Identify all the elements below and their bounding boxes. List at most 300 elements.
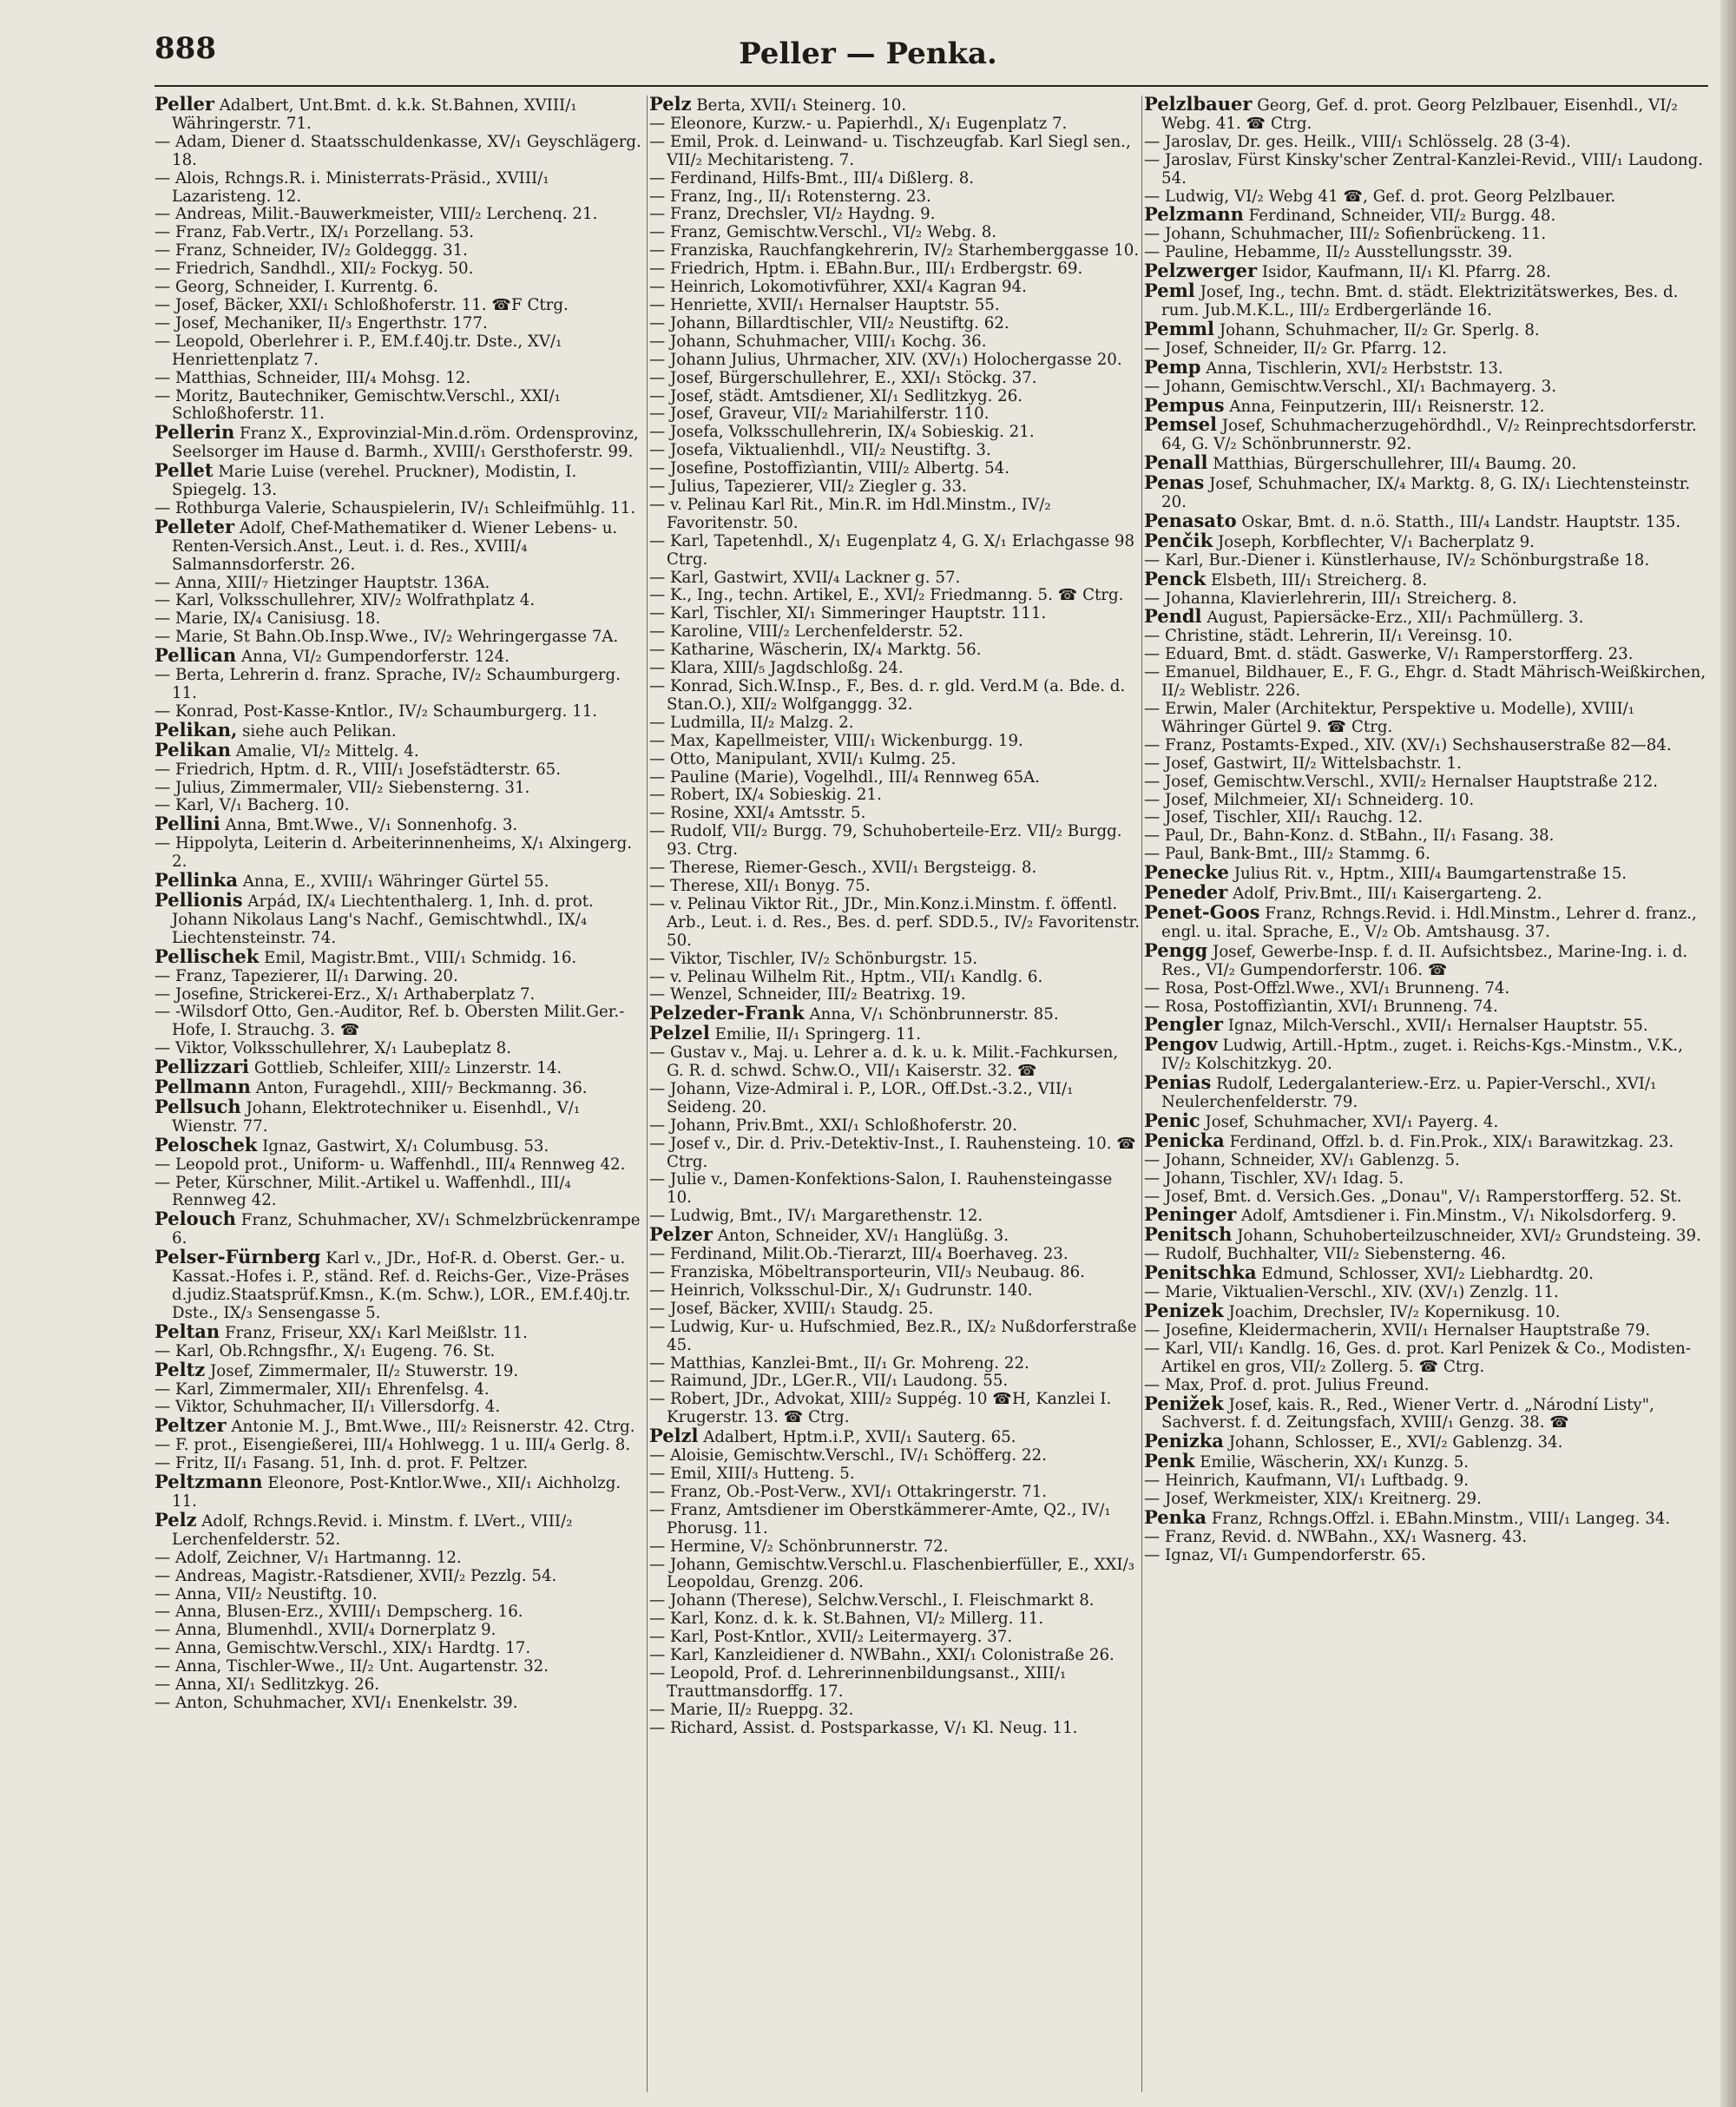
directory-entry bbox=[1144, 567, 1708, 590]
entry-text: — Johann, Schuhmacher, VIII/₁ Kochg. 36. bbox=[649, 332, 987, 351]
entry-text: — Karl, Konz. d. k. k. St.Bahnen, VI/₂ Millerg. 11. bbox=[649, 1610, 1044, 1629]
directory-entry bbox=[1144, 95, 1708, 134]
column-left bbox=[155, 95, 645, 2092]
entry-text: — Ludmilla, II/₂ Malzg. 2. bbox=[649, 713, 854, 732]
directory-entry bbox=[1144, 827, 1708, 846]
entry-text: Anna, E., XVIII/₁ Währinger Gürtel 55. bbox=[242, 872, 549, 892]
entry-surname: Pelzeder-Frank bbox=[649, 1002, 805, 1024]
entry-text: — Andreas, Milit.-Bauwerkmeister, VIII/₂ Lerchenq. 21. bbox=[155, 205, 598, 224]
entry-text: — Leopold, Oberlehrer i. P., EM.f.40j.tr. Dste., XV/₁ Henriettenplatz 7. bbox=[155, 332, 562, 369]
directory-entry bbox=[649, 388, 1140, 406]
entry-text: — Viktor, Volksschullehrer, X/₁ Laubeplatz 8. bbox=[155, 1039, 512, 1058]
entry-surname: Pellican bbox=[155, 644, 237, 667]
entry-text: — Franziska, Rauchfangkehrerin, IV/₂ Starhemberggasse 10. bbox=[649, 241, 1140, 260]
entry-text: Franz, Schuhmacher, XV/₁ Schmelzbrückenrampe 6. bbox=[172, 1211, 641, 1248]
entry-text: Adolf, Amtsdiener i. Fin.Minstm., V/₁ Nikolsdorferg. 9. bbox=[1241, 1207, 1677, 1226]
entry-text: Adolf, Chef-Mathematiker d. Wiener Lebens- u. Renten-Versich.Anst., Leut. i. d. Res., XVIII/₄ Salmannsdorferstr. 26. bbox=[172, 518, 618, 574]
directory-entry bbox=[649, 1647, 1140, 1665]
entry-text: — Josef, Werkmeister, XIX/₁ Kreitnerg. 29. bbox=[1144, 1490, 1482, 1509]
directory-entry bbox=[649, 497, 1140, 533]
directory-entry bbox=[649, 1629, 1140, 1647]
entry-text: Ludwig, Artill.-Hptm., zuget. i. Reichs-Kgs.-Minstm., V.K., IV/₂ Kolschitzkyg. 20. bbox=[1161, 1037, 1683, 1074]
directory-entry bbox=[1144, 1261, 1708, 1284]
directory-entry bbox=[649, 1300, 1140, 1319]
directory-entry bbox=[155, 644, 645, 667]
directory-entry bbox=[649, 1171, 1140, 1208]
directory-entry bbox=[155, 835, 645, 872]
directory-entry bbox=[649, 188, 1140, 207]
directory-entry bbox=[649, 260, 1140, 279]
entry-text: — Leopold, Prof. d. Lehrerinnenbildungsanst., XIII/₁ Trauttmansdorffg. 17. bbox=[649, 1663, 1067, 1701]
entry-text: — Josefine, Postoffizìantin, VIII/₂ Albertg. 54. bbox=[649, 459, 1009, 478]
entry-surname: Pelzel bbox=[649, 1022, 710, 1044]
entry-text: — Johanna, Klavierlehrerin, III/₁ Streicherg. 8. bbox=[1144, 589, 1517, 608]
entry-text: — Josef v., Dir. d. Priv.-Detektiv-Inst., I. Rauhensteing. 10. ☎ Ctrg. bbox=[649, 1134, 1136, 1171]
entry-text: Josef, Gewerbe-Insp. f. d. II. Aufsichtsbez., Marine-Ing. i. d. Res., VI/₂ Gumpendorferstr. 106. ☎ bbox=[1161, 942, 1688, 979]
entry-surname: Pelikan bbox=[155, 738, 231, 760]
entry-surname: Pengg bbox=[1144, 938, 1208, 961]
entry-text: — Pauline, Hebamme, II/₂ Ausstellungsstr. 39. bbox=[1144, 243, 1513, 262]
column-divider bbox=[647, 95, 648, 2092]
directory-entry bbox=[155, 1095, 645, 1136]
directory-entry bbox=[1144, 1547, 1708, 1565]
entry-text: — Rosa, Postoffizìantin, XVI/₁ Brunneng. 74. bbox=[1144, 997, 1498, 1016]
directory-entry bbox=[1144, 605, 1708, 628]
column-middle bbox=[649, 95, 1140, 2092]
entry-text: — Marie, IX/₄ Canisiusg. 18. bbox=[155, 609, 381, 629]
entry-text: — Marie, St Bahn.Ob.Insp.Wwe., IV/₂ Wehringergasse 7A. bbox=[155, 628, 619, 647]
directory-entry bbox=[649, 170, 1140, 188]
entry-text: — Karl, Post-Kntlor., XVII/₂ Leitermayerg. 37. bbox=[649, 1628, 1013, 1647]
entry-text: Anna, Feinputzerin, III/₁ Reisnerstr. 12. bbox=[1229, 397, 1545, 416]
directory-entry bbox=[155, 1343, 645, 1361]
entry-text: — Friedrich, Hptm. d. R., VIII/₁ Josefstädterstr. 65. bbox=[155, 760, 562, 779]
directory-entry bbox=[649, 733, 1140, 751]
entry-text: — Wenzel, Schneider, III/₂ Beatrixg. 19. bbox=[649, 985, 966, 1004]
directory-entry bbox=[649, 352, 1140, 370]
entry-surname: Peninger bbox=[1144, 1203, 1237, 1226]
entry-text: — K., Ing., techn. Artikel, E., XVI/₂ Friedmanng. 5. ☎ Ctrg. bbox=[649, 586, 1124, 605]
directory-entry bbox=[155, 1156, 645, 1175]
directory-entry bbox=[1144, 340, 1708, 359]
entry-surname: Pellizzari bbox=[155, 1056, 250, 1078]
entry-text: — Karl, VII/₁ Kandlg. 16, Ges. d. prot. Karl Penizek & Co., Modisten-Artikel en gros, VII/₂ Zollerg. 5. ☎ Ctrg. bbox=[1144, 1339, 1691, 1376]
directory-entry bbox=[155, 1320, 645, 1343]
entry-text: — Heinrich, Kaufmann, VI/₁ Luftbadg. 9. bbox=[1144, 1472, 1470, 1491]
entry-text: — Josef, Bmt. d. Versich.Ges. „Donau", V/₁ Ramperstorfferg. 52. St. bbox=[1144, 1187, 1682, 1206]
entry-surname: Penicka bbox=[1144, 1129, 1225, 1151]
entry-text: — Anna, Gemischtw.Verschl., XIX/₁ Hardtg. 17. bbox=[155, 1639, 531, 1658]
entry-text: — Josef, Gemischtw.Verschl., XVII/₂ Hernalser Hauptstraße 212. bbox=[1144, 772, 1659, 791]
entry-text: — Moritz, Bautechniker, Gemischtw.Verschl., XXI/₁ Schloßhoferstr. 11. bbox=[155, 386, 561, 424]
entry-text: — Franz, Schneider, IV/₂ Goldeggg. 31. bbox=[155, 241, 468, 260]
entry-text: — Josefine, Strickerei-Erz., X/₁ Arthaberplatz 7. bbox=[155, 984, 536, 1004]
directory-entry bbox=[649, 896, 1140, 951]
entry-text: Anna, Tischlerin, XVI/₂ Herbststr. 13. bbox=[1206, 359, 1503, 378]
entry-text: — Franz, Postamts-Exped., XIV. (XV/₁) Sechshauserstraße 82—84. bbox=[1144, 735, 1672, 754]
entry-text: Johann, Schuhoberteilzuschneider, XVI/₂ Grundsteing. 39. bbox=[1237, 1227, 1701, 1246]
directory-entry bbox=[1144, 152, 1708, 188]
directory-entry bbox=[1144, 1505, 1708, 1529]
entry-text: — Adam, Diener d. Staatsschuldenkasse, XV/₁ Geyschlägerg. 18. bbox=[155, 132, 641, 169]
entry-text: — Ludwig, Kur- u. Hufschmied, Bez.R., IX/₂ Nußdorferstraße 45. bbox=[649, 1317, 1137, 1354]
entry-text: Johann, Schuhmacher, II/₂ Gr. Sperlg. 8. bbox=[1219, 320, 1540, 339]
entry-surname: Penecke bbox=[1144, 861, 1229, 884]
directory-entry bbox=[649, 333, 1140, 352]
directory-entry bbox=[155, 780, 645, 798]
entry-text: — Fritz, II/₁ Fasang. 51, Inh. d. prot. F. Peltzer. bbox=[155, 1454, 529, 1473]
directory-entry bbox=[1144, 393, 1708, 417]
directory-entry bbox=[649, 1610, 1140, 1629]
page-edge bbox=[1720, 0, 1736, 2107]
entry-text: — Andreas, Magistr.-Ratsdiener, XVII/₂ Pezzlg. 54. bbox=[155, 1566, 557, 1585]
entry-text: — Viktor, Tischler, IV/₂ Schönburgstr. 15. bbox=[649, 949, 978, 968]
directory-entry bbox=[1144, 861, 1708, 884]
entry-text: — Ferdinand, Milit.Ob.-Tierarzt, III/₄ Boerhaveg. 23. bbox=[649, 1245, 1069, 1264]
entry-text: — Karoline, VIII/₂ Lerchenfelderstr. 52. bbox=[649, 622, 963, 642]
directory-entry bbox=[1144, 1223, 1708, 1246]
directory-entry bbox=[1144, 226, 1708, 244]
entry-text: — Josef, Bäcker, XXI/₁ Schloßhoferstr. 11. ☎F Ctrg. bbox=[155, 295, 569, 314]
directory-entry bbox=[1144, 1491, 1708, 1509]
directory-entry bbox=[1144, 552, 1708, 570]
entry-text: Anna, VI/₂ Gumpendorferstr. 124. bbox=[240, 648, 510, 667]
entry-text: — Viktor, Schuhmacher, II/₁ Villersdorfg. 4. bbox=[155, 1398, 501, 1417]
directory-entry bbox=[1144, 1013, 1708, 1036]
entry-text: — Robert, IX/₄ Sobieskig. 21. bbox=[649, 786, 882, 805]
entry-text: — Franz, Revid. d. NWBahn., XX/₁ Wasnerg. 43. bbox=[1144, 1527, 1528, 1546]
entry-text: Emilie, II/₁ Springerg. 11. bbox=[714, 1025, 922, 1044]
directory-entry bbox=[649, 1246, 1140, 1264]
directory-entry bbox=[649, 969, 1140, 987]
directory-entry bbox=[155, 815, 645, 835]
entry-text: Berta, XVII/₁ Steinerg. 10. bbox=[696, 96, 907, 115]
directory-entry bbox=[155, 134, 645, 170]
entry-text: — Emil, XIII/₃ Hutteng. 5. bbox=[649, 1464, 855, 1483]
entry-text: — Leopold prot., Uniform- u. Waffenhdl., III/₄ Rennweg 42. bbox=[155, 1155, 626, 1174]
entry-surname: Pellini bbox=[155, 813, 220, 835]
entry-text: — Richard, Assist. d. Postsparkasse, V/₁ Kl. Neug. 11. bbox=[649, 1718, 1078, 1737]
entry-text: — Anna, XIII/₇ Hietzinger Hauptstr. 136A. bbox=[155, 573, 490, 592]
entry-text: Josef, kais. R., Red., Wiener Vertr. d. „Národní Listy", Sachverst. f. d. Zeitungsfach, XVIII/₁ Genzg. 38. ☎ bbox=[1161, 1395, 1654, 1432]
entry-text: — Anton, Schuhmacher, XVI/₁ Enenkelstr. 39. bbox=[155, 1693, 518, 1712]
entry-text: — Johann, Priv.Bmt., XXI/₁ Schloßhoferstr. 20. bbox=[649, 1116, 1017, 1135]
directory-entry bbox=[155, 610, 645, 629]
directory-entry bbox=[649, 878, 1140, 896]
directory-entry bbox=[155, 1414, 645, 1437]
directory-entry bbox=[1144, 998, 1708, 1017]
entry-surname: Pelzl bbox=[649, 1425, 699, 1447]
directory-entry bbox=[155, 1508, 645, 1550]
entry-text: — Karl, Bur.-Diener i. Künstlerhause, IV/₂ Schönburgstraße 18. bbox=[1144, 550, 1650, 570]
entry-text: Adalbert, Unt.Bmt. d. k.k. St.Bahnen, XVIII/₁ Währingerstr. 71. bbox=[172, 96, 577, 133]
entry-text: — Rothburga Valerie, Schauspielerin, IV/₁ Schleifmühlg. 11. bbox=[155, 498, 636, 517]
directory-entry bbox=[649, 805, 1140, 823]
entry-text: Adalbert, Hptm.i.P., XVII/₁ Sauterg. 65. bbox=[703, 1428, 1016, 1447]
entry-text: — -Wilsdorf Otto, Gen.-Auditor, Ref. b. Obersten Milit.Ger.-Hofe, I. Strauchg. 3. ☎ bbox=[155, 1003, 625, 1040]
entry-text: — Franz, Gemischtw.Verschl., VI/₂ Webg. 8. bbox=[649, 223, 997, 242]
directory-entry bbox=[1144, 900, 1708, 942]
entry-text: — Johann, Billardtischler, VII/₂ Neustiftg. 62. bbox=[649, 313, 1009, 333]
entry-text: Joseph, Korbflechter, V/₁ Bacherplatz 9. bbox=[1217, 532, 1535, 551]
entry-text: — Eleonore, Kurzw.- u. Papierhdl., X/₁ Eugenplatz 7. bbox=[649, 114, 1068, 133]
entry-text: — v. Pelinau Karl Rit., Min.R. im Hdl.Minstm., IV/₂ Favoritenstr. 50. bbox=[649, 495, 1051, 532]
entry-text: — Karl, Zimmermaler, XII/₁ Ehrenfelsg. 4. bbox=[155, 1379, 490, 1399]
entry-text: Anton, Schneider, XV/₁ Hanglüßg. 3. bbox=[717, 1227, 1009, 1246]
entry-text: Josef, Schuhmacher, XVI/₁ Payerg. 4. bbox=[1205, 1112, 1499, 1131]
entry-surname: Penizek bbox=[1144, 1300, 1224, 1321]
directory-entry bbox=[649, 678, 1140, 714]
entry-surname: Pelz bbox=[155, 1508, 197, 1531]
entry-surname: Penall bbox=[1144, 451, 1208, 474]
entry-text: — Karl, V/₁ Bacherg. 10. bbox=[155, 796, 350, 815]
entry-surname: Pelikan, bbox=[155, 718, 238, 741]
directory-entry bbox=[1144, 1071, 1708, 1112]
directory-entry bbox=[649, 206, 1140, 224]
entry-text: — Johann, Schuhmacher, III/₂ Sofienbrückeng. 11. bbox=[1144, 225, 1547, 244]
directory-entry bbox=[649, 1044, 1140, 1081]
entry-text: — Karl, Kanzleidiener d. NWBahn., XXI/₁ Colonistraße 26. bbox=[649, 1646, 1115, 1665]
directory-entry bbox=[1144, 379, 1708, 397]
entry-surname: Peltzmann bbox=[155, 1471, 263, 1493]
directory-entry bbox=[1144, 755, 1708, 774]
entry-text: — Julie v., Damen-Konfektions-Salon, I. Rauhensteingasse 10. bbox=[649, 1170, 1113, 1208]
entry-text: — Josef, Gastwirt, II/₂ Wittelsbachstr. 1. bbox=[1144, 754, 1462, 773]
entry-text: — Klara, XIII/₅ Jagdschloßg. 24. bbox=[649, 659, 904, 678]
entry-surname: Penias bbox=[1144, 1071, 1212, 1094]
directory-entry bbox=[649, 1223, 1140, 1246]
directory-entry bbox=[1144, 774, 1708, 792]
directory-entry bbox=[155, 1622, 645, 1640]
directory-entry bbox=[155, 1381, 645, 1399]
entry-text: — Karl, Gastwirt, XVII/₄ Lackner g. 57. bbox=[649, 568, 961, 587]
entry-text: Eleonore, Post-Kntlor.Wwe., XII/₁ Aichholzg. 11. bbox=[172, 1474, 621, 1511]
directory-entry bbox=[155, 1248, 645, 1323]
directory-entry bbox=[649, 1447, 1140, 1465]
directory-entry bbox=[649, 370, 1140, 388]
entry-surname: Pelzmann bbox=[1144, 203, 1244, 226]
directory-entry bbox=[1144, 1529, 1708, 1547]
entry-text: — Marie, II/₂ Rueppg. 32. bbox=[649, 1700, 854, 1719]
entry-surname: Peneder bbox=[1144, 881, 1228, 904]
directory-entry bbox=[1144, 1170, 1708, 1188]
entry-text: — Josef, Milchmeier, XI/₁ Schneiderg. 10. bbox=[1144, 790, 1475, 809]
directory-entry bbox=[649, 405, 1140, 424]
page-number: 888 bbox=[155, 31, 216, 66]
entry-text: Josef, Schuhmacherzugehördhdl., V/₂ Reinprechtsdorferstr. 64, G. V/₂ Schönbrunnerstr. 92. bbox=[1161, 417, 1697, 454]
entry-text: — Ferdinand, Hilfs-Bmt., III/₄ Dißlerg. 8. bbox=[649, 168, 975, 188]
directory-entry bbox=[649, 605, 1140, 623]
entry-text: — Johann, Gemischtw.Verschl., XI/₁ Bachmayerg. 3. bbox=[1144, 377, 1556, 396]
entry-text: Amalie, VI/₂ Mittelg. 4. bbox=[235, 741, 419, 760]
entry-text: Isidor, Kaufmann, II/₁ Kl. Pfarrg. 28. bbox=[1261, 263, 1551, 282]
directory-entry bbox=[155, 1175, 645, 1211]
entry-surname: Penk bbox=[1144, 1450, 1195, 1472]
directory-entry bbox=[649, 1264, 1140, 1282]
entry-text: — Aloisie, Gemischtw.Verschl., IV/₁ Schöfferg. 22. bbox=[649, 1446, 1047, 1465]
entry-text: — Konrad, Sich.W.Insp., F., Bes. d. r. gld. Verd.M (a. Bde. d. Stan.O.), XII/₂ Wolfganggg. 32. bbox=[649, 677, 1126, 714]
directory-entry bbox=[155, 1695, 645, 1713]
directory-entry bbox=[649, 442, 1140, 460]
directory-entry bbox=[649, 1319, 1140, 1355]
entry-text: — Johann, Gemischtw.Verschl.u. Flaschenbierfüller, E., XXI/₃ Leopoldau, Grenzg. 206. bbox=[649, 1555, 1134, 1592]
directory-entry bbox=[649, 134, 1140, 170]
directory-entry bbox=[155, 945, 645, 968]
directory-entry bbox=[1144, 282, 1708, 320]
directory-entry bbox=[155, 797, 645, 815]
entry-surname: Pelser-Fürnberg bbox=[155, 1246, 321, 1268]
page-header bbox=[0, 24, 1736, 76]
entry-surname: Peml bbox=[1144, 280, 1195, 302]
entry-text: — Johann, Tischler, XV/₁ Idag. 5. bbox=[1144, 1169, 1404, 1188]
entry-surname: Penasato bbox=[1144, 509, 1237, 531]
entry-text: — Johann (Therese), Selchw.Verschl., I. Fleischmarkt 8. bbox=[649, 1591, 1095, 1610]
entry-text: Franz X., Exprovinzial-Min.d.röm. Ordensprovinz, Seelsorger im Hause d. Barmh., XVIII/₁ Gersthoferstr. 99. bbox=[172, 425, 639, 462]
directory-entry bbox=[1144, 451, 1708, 474]
directory-entry bbox=[649, 751, 1140, 769]
directory-entry bbox=[155, 515, 645, 575]
directory-entry bbox=[649, 1702, 1140, 1720]
entry-surname: Pendl bbox=[1144, 605, 1202, 628]
entry-text: — Anna, XI/₁ Sedlitzkyg. 26. bbox=[155, 1676, 380, 1695]
directory-entry bbox=[1144, 1322, 1708, 1340]
directory-entry bbox=[649, 951, 1140, 969]
entry-text: Johann, Schlosser, E., XVI/₂ Gablenzg. 34. bbox=[1228, 1433, 1563, 1452]
directory-entry bbox=[155, 1603, 645, 1622]
entry-text: — Adolf, Zeichner, V/₁ Hartmanng. 12. bbox=[155, 1548, 462, 1567]
entry-text: Franz, Friseur, XX/₁ Karl Meißlstr. 11. bbox=[224, 1323, 528, 1342]
entry-text: — Anna, VII/₂ Neustiftg. 10. bbox=[155, 1584, 378, 1603]
entry-text: Arpád, IX/₄ Liechtenthalerg. 1, Inh. d. prot. Johann Nikolaus Lang's Nachf., Gemischtwhdl., IX/₄ Liechtensteinstr. 74. bbox=[172, 892, 594, 947]
entry-text: — Franz, Tapezierer, II/₁ Darwing. 20. bbox=[155, 966, 458, 985]
entry-surname: Penitsch bbox=[1144, 1223, 1233, 1246]
directory-entry bbox=[1144, 509, 1708, 532]
entry-surname: Penizka bbox=[1144, 1430, 1224, 1452]
entry-surname: Pellmann bbox=[155, 1076, 251, 1098]
directory-entry bbox=[155, 1550, 645, 1568]
directory-entry bbox=[649, 1081, 1140, 1117]
directory-entry bbox=[155, 170, 645, 207]
entry-text: — Erwin, Maler (Architektur, Perspektive u. Modelle), XVIII/₁ Währinger Gürtel 9. ☎ Ctrg. bbox=[1144, 700, 1635, 736]
directory-entry bbox=[649, 224, 1140, 242]
directory-entry bbox=[1144, 1284, 1708, 1302]
entry-text: Emilie, Wäscherin, XX/₁ Kunzg. 5. bbox=[1200, 1453, 1470, 1472]
entry-surname: Pellet bbox=[155, 459, 214, 482]
entry-text: — Rudolf, VII/₂ Burgg. 79, Schuhoberteile-Erz. VII/₂ Burgg. 93. Ctrg. bbox=[649, 822, 1122, 859]
entry-text: — Franz, Amtsdiener im Oberstkämmerer-Amte, Q2., IV/₁ Phorusg. 11. bbox=[649, 1500, 1111, 1537]
entry-text: Josef, Ing., techn. Bmt. d. städt. Elektrizitätswerkes, Bes. d. rum. Jub.M.K.L., III/₂ Erdbergerlände 16. bbox=[1161, 283, 1679, 319]
directory-entry bbox=[649, 1592, 1140, 1610]
directory-entry bbox=[649, 642, 1140, 660]
directory-entry bbox=[155, 1586, 645, 1604]
entry-text: Ferdinand, Schneider, VII/₂ Burgg. 48. bbox=[1248, 207, 1556, 226]
directory-entry bbox=[649, 1557, 1140, 1593]
entry-text: — Katharine, Wäscherin, IX/₄ Marktg. 56. bbox=[649, 641, 982, 660]
directory-entry bbox=[155, 279, 645, 297]
entry-text: Anton, Furagehdl., XIII/₇ Beckmanng. 36. bbox=[255, 1079, 588, 1098]
entry-text: Gottlieb, Schleifer, XIII/₂ Linzerstr. 14. bbox=[253, 1059, 562, 1078]
directory-entry bbox=[155, 388, 645, 425]
entry-text: — Hippolyta, Leiterin d. Arbeiterinnenheims, X/₁ Alxingerg. 2. bbox=[155, 834, 633, 872]
entry-text: — Josef, Graveur, VII/₂ Mariahilferstr. 110. bbox=[649, 405, 990, 424]
directory-entry bbox=[1144, 1452, 1708, 1472]
directory-entry bbox=[649, 1538, 1140, 1557]
directory-entry bbox=[1144, 628, 1708, 646]
directory-entry bbox=[155, 968, 645, 986]
entry-surname: Pellischek bbox=[155, 945, 260, 967]
directory-entry bbox=[649, 424, 1140, 442]
entry-text: — Therese, XII/₁ Bonyg. 75. bbox=[649, 876, 871, 895]
entry-text: — Robert, JDr., Advokat, XIII/₂ Suppég. 10 ☎H, Kanzlei I. Krugerstr. 13. ☎ Ctrg. bbox=[649, 1390, 1112, 1427]
entry-text: — v. Pelinau Wilhelm Rit., Hptm., VII/₁ Kandlg. 6. bbox=[649, 967, 1043, 986]
entry-text: — Heinrich, Lokomotivführer, XXI/₄ Kagran 94. bbox=[649, 278, 1027, 297]
entry-text: — Rosa, Post-Offzl.Wwe., XVI/₁ Brunneng. 74. bbox=[1144, 978, 1510, 998]
directory-entry bbox=[1144, 529, 1708, 552]
entry-text: — Franz, Fab.Vertr., IX/₁ Porzellang. 53. bbox=[155, 223, 475, 242]
directory-entry bbox=[649, 1117, 1140, 1136]
entry-text: — Paul, Bank-Bmt., III/₂ Stammg. 6. bbox=[1144, 845, 1430, 864]
directory-entry bbox=[649, 660, 1140, 678]
entry-surname: Pemml bbox=[1144, 317, 1215, 339]
entry-surname: Pengler bbox=[1144, 1013, 1223, 1036]
entry-text: — Rosine, XXI/₄ Amtsstr. 5. bbox=[649, 804, 866, 823]
entry-text: — F. prot., Eisengießerei, III/₄ Hohlwegg. 1 u. III/₄ Gerlg. 8. bbox=[155, 1436, 631, 1455]
entry-text: — Alois, Rchngs.R. i. Ministerrats-Präsid., XVIII/₁ Lazaristeng. 12. bbox=[155, 168, 549, 206]
entry-text: — Peter, Kürschner, Milit.-Artikel u. Waffenhdl., III/₄ Rennweg 42. bbox=[155, 1173, 571, 1210]
entry-text: — Pauline (Marie), Vogelhdl., III/₄ Rennweg 65A. bbox=[649, 767, 1040, 787]
entry-surname: Pelz bbox=[649, 95, 692, 115]
entry-text: — Marie, Viktualien-Verschl., XIV. (XV/₁) Zenzlg. 11. bbox=[1144, 1283, 1559, 1302]
entry-text: — Matthias, Kanzlei-Bmt., II/₁ Gr. Mohreng. 22. bbox=[649, 1353, 1029, 1373]
entry-surname: Penižek bbox=[1144, 1392, 1224, 1414]
entry-surname: Pellsuch bbox=[155, 1095, 241, 1117]
entry-surname: Pelleter bbox=[155, 515, 235, 537]
directory-entry bbox=[155, 459, 645, 500]
entry-text: — Josefine, Kleidermacherin, XVII/₁ Hernalser Hauptstraße 79. bbox=[1144, 1320, 1651, 1340]
directory-entry bbox=[155, 1210, 645, 1248]
directory-entry bbox=[649, 1024, 1140, 1044]
directory-entry bbox=[155, 315, 645, 333]
entry-text: siehe auch Pelikan. bbox=[242, 721, 397, 741]
directory-entry bbox=[155, 1640, 645, 1658]
directory-entry bbox=[1144, 701, 1708, 737]
entry-surname: Pengov bbox=[1144, 1033, 1218, 1056]
directory-entry bbox=[649, 1502, 1140, 1538]
entry-text: — Josefa, Volksschullehrerin, IX/₄ Sobieskig. 21. bbox=[649, 423, 1035, 442]
entry-surname: Penic bbox=[1144, 1109, 1200, 1131]
entry-text: — Jaroslav, Dr. ges. Heilk., VIII/₁ Schlösselg. 28 (3-4). bbox=[1144, 132, 1571, 151]
directory-entry bbox=[649, 1282, 1140, 1300]
directory-entry bbox=[1144, 1302, 1708, 1322]
entry-text: Ignaz, Gastwirt, X/₁ Columbusg. 53. bbox=[262, 1136, 549, 1156]
entry-text: Adolf, Priv.Bmt., III/₁ Kaisergarteng. 2. bbox=[1233, 885, 1542, 904]
directory-entry bbox=[155, 206, 645, 224]
entry-text: — Franziska, Möbeltransporteurin, VII/₃ Neubaug. 86. bbox=[649, 1263, 1085, 1281]
directory-entry bbox=[155, 421, 645, 462]
entry-text: — Josef, Schneider, II/₂ Gr. Pfarrg. 12. bbox=[1144, 339, 1447, 358]
entry-text: Josef, Zimmermaler, II/₂ Stuwerstr. 19. bbox=[210, 1361, 519, 1380]
entry-surname: Penck bbox=[1144, 567, 1207, 589]
directory-entry bbox=[1144, 1033, 1708, 1074]
entry-text: Adolf, Rchngs.Revid. i. Minstm. f. LVert., VIII/₂ Lerchenfelderstr. 52. bbox=[172, 1511, 573, 1549]
directory-entry bbox=[155, 1133, 645, 1156]
directory-entry bbox=[155, 1658, 645, 1676]
entry-surname: Penka bbox=[1144, 1505, 1207, 1528]
directory-entry bbox=[1144, 980, 1708, 998]
entry-surname: Pelzlbauer bbox=[1144, 95, 1253, 115]
entry-text: — Heinrich, Volksschul-Dir., X/₁ Gudrunstr. 140. bbox=[649, 1281, 1033, 1300]
entry-surname: Pempus bbox=[1144, 393, 1225, 416]
